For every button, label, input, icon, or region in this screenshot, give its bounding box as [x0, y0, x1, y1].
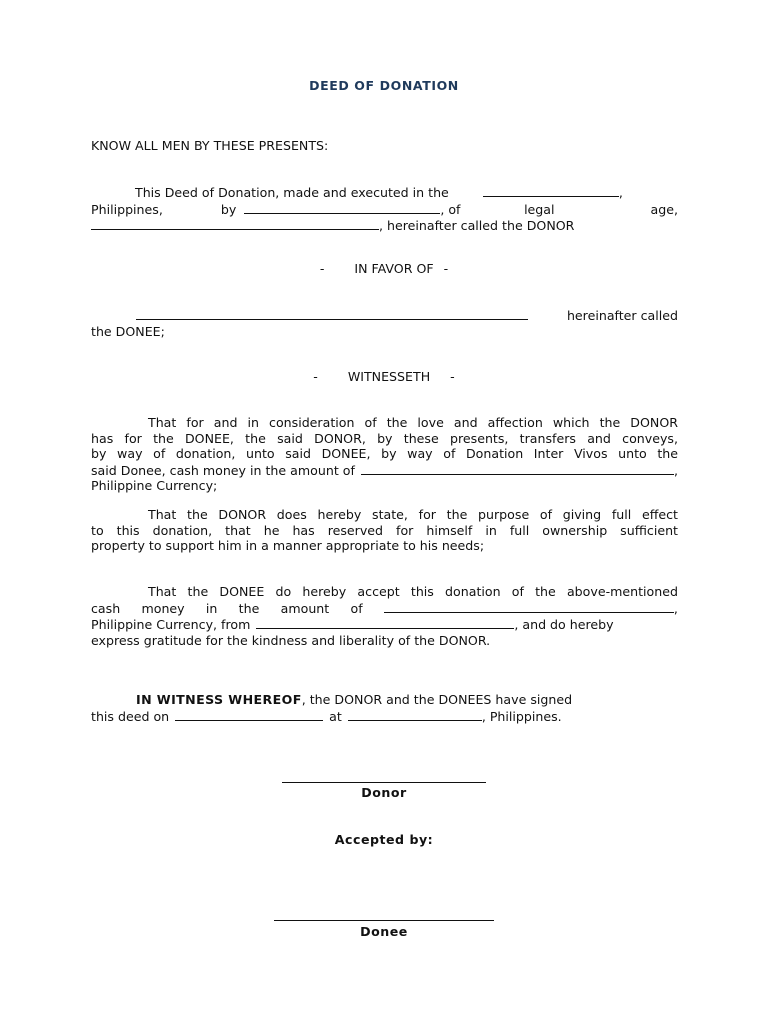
donor-name-blank[interactable]: [244, 201, 440, 214]
paragraph-consideration: That for and in consideration of the love and affection which the DONOR has for the DONEE, the said DONOR, by these presents, transfers and conveys, by way of donation, unto said DONEE, by way of Donation Inter Vivos unto the said Donee, cash money in the amount of , Philippine Currency;: [91, 415, 678, 494]
acceptance-amount-blank[interactable]: [384, 600, 674, 613]
paragraph-donee: hereinafter called the DONEE;: [91, 308, 678, 339]
document-title: DEED OF DONATION: [309, 78, 459, 93]
source-blank[interactable]: [256, 616, 514, 629]
signing-place-blank[interactable]: [348, 708, 482, 721]
witnesseth-heading: - WITNESSETH -: [313, 369, 455, 384]
donor-label: Donor: [361, 785, 407, 800]
place-blank[interactable]: [483, 184, 619, 197]
donor-signature-line[interactable]: [282, 782, 486, 783]
date-blank[interactable]: [175, 708, 323, 721]
in-favor-of-heading: - IN FAVOR OF -: [319, 261, 449, 276]
donee-name-blank[interactable]: [136, 307, 528, 320]
donor-address-blank[interactable]: [91, 217, 379, 230]
amount-blank[interactable]: [361, 462, 674, 475]
intro-line: KNOW ALL MEN BY THESE PRESENTS:: [91, 138, 329, 153]
accepted-by-label: Accepted by:: [334, 832, 434, 847]
donee-label: Donee: [360, 924, 408, 939]
donee-signature-line[interactable]: [274, 920, 494, 921]
paragraph-donor: This Deed of Donation, made and executed in the , Philippines, by , of legal age, , hereinafter called the DONOR: [91, 185, 678, 234]
paragraph-witness-whereof: IN WITNESS WHEREOF , the DONOR and the DONEES have signed this deed on at , Philippines.: [91, 692, 573, 724]
paragraph-acceptance: That the DONEE do hereby accept this donation of the above-mentioned cash money in the amount of , Philippine Currency, from , and do hereby express gratitude for the kindness and liberality of the DONOR.: [91, 584, 678, 648]
paragraph-reservation: That the DONOR does hereby state, for the purpose of giving full effect to this donation, that he has reserved for himself in full ownership sufficient property to support him in a manner appropriate to his needs;: [91, 507, 678, 554]
